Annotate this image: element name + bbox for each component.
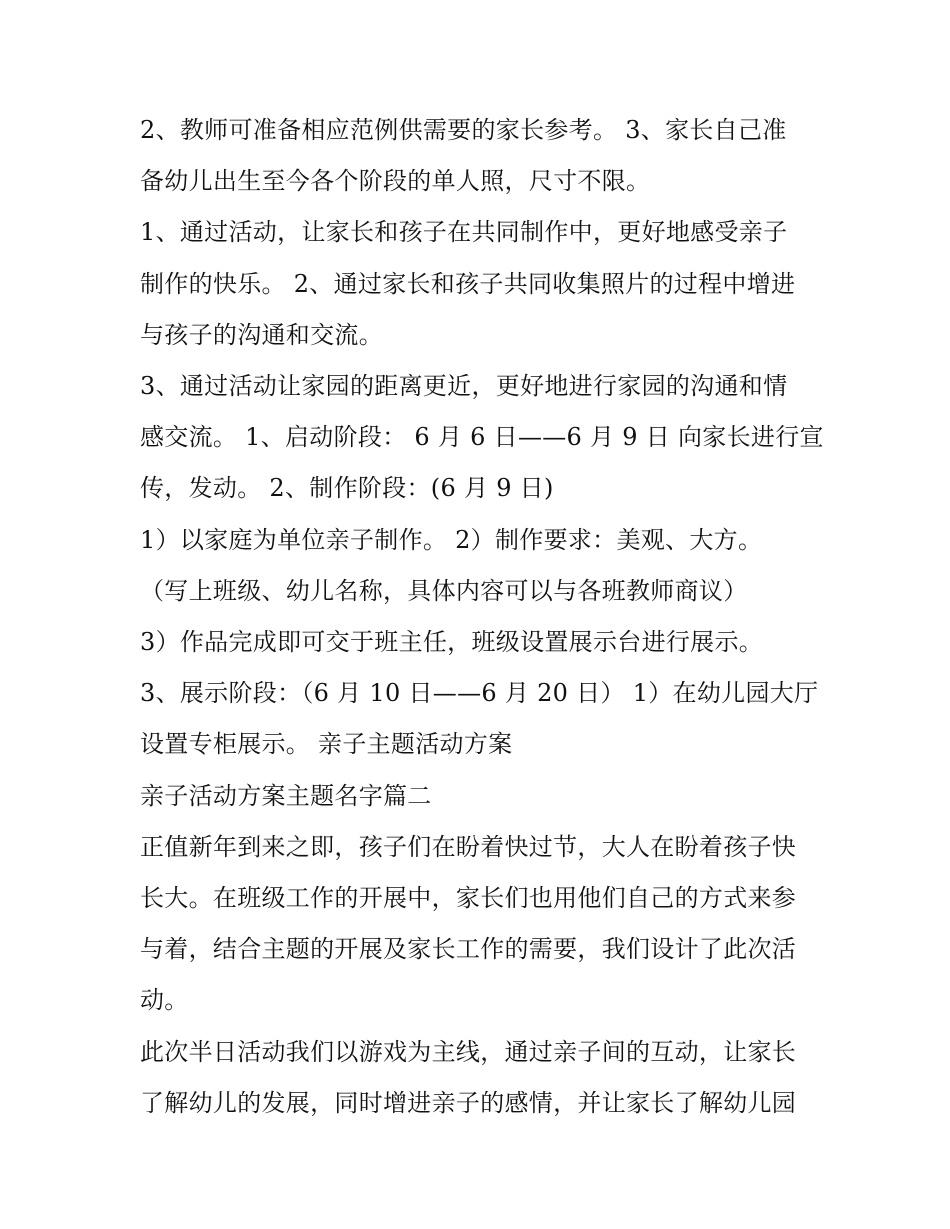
- text-line: 3、通过活动让家园的距离更近，更好地进行家园的沟通和情: [140, 372, 788, 401]
- text-line: 此次半日活动我们以游戏为主线，通过亲子间的互动，让家长: [140, 1037, 797, 1066]
- text-line: 了解幼儿的发展，同时增进亲子的感情，并让家长了解幼儿园: [140, 1088, 797, 1117]
- section-heading: 亲子活动方案主题名字篇二: [140, 781, 432, 810]
- text-line: 2、教师可准备相应范例供需要的家长参考。 3、家长自己准: [140, 116, 787, 144]
- text-line: 长大。在班级工作的开展中，家长们也用他们自己的方式来参: [140, 884, 797, 913]
- text-line: 设置专柜展示。 亲子主题活动方案: [140, 730, 513, 759]
- text-line: 与着，结合主题的开展及家长工作的需要，我们设计了此次活: [140, 935, 797, 964]
- text-line: 1）以家庭为单位亲子制作。 2）制作要求：美观、大方。: [140, 525, 763, 554]
- text-line: 感交流。 1、启动阶段： 6 月 6 日——6 月 9 日 向家长进行宣: [140, 423, 824, 452]
- text-line: 动。: [140, 986, 189, 1015]
- text-line: （写上班级、幼儿名称，具体内容可以与各班教师商议）: [140, 576, 748, 605]
- text-line: 备幼儿出生至今各个阶段的单人照，尺寸不限。: [140, 167, 651, 196]
- document-body: [140, 105, 824, 1129]
- text-line: 3、展示阶段：（6 月 10 日——6 月 20 日） 1）在幼儿园大厅: [140, 679, 819, 708]
- text-line: 正值新年到来之即，孩子们在盼着快过节，大人在盼着孩子快: [140, 832, 797, 861]
- text-line: 制作的快乐。 2、通过家长和孩子共同收集照片的过程中增进: [140, 269, 796, 298]
- text-line: 传，发动。 2、制作阶段：(6 月 9 日): [140, 474, 554, 503]
- text-line: 与孩子的沟通和交流。: [140, 320, 383, 349]
- text-line: 3）作品完成即可交于班主任，班级设置展示台进行展示。: [140, 628, 764, 657]
- text-line: 1、通过活动，让家长和孩子在共同制作中，更好地感受亲子: [140, 218, 788, 247]
